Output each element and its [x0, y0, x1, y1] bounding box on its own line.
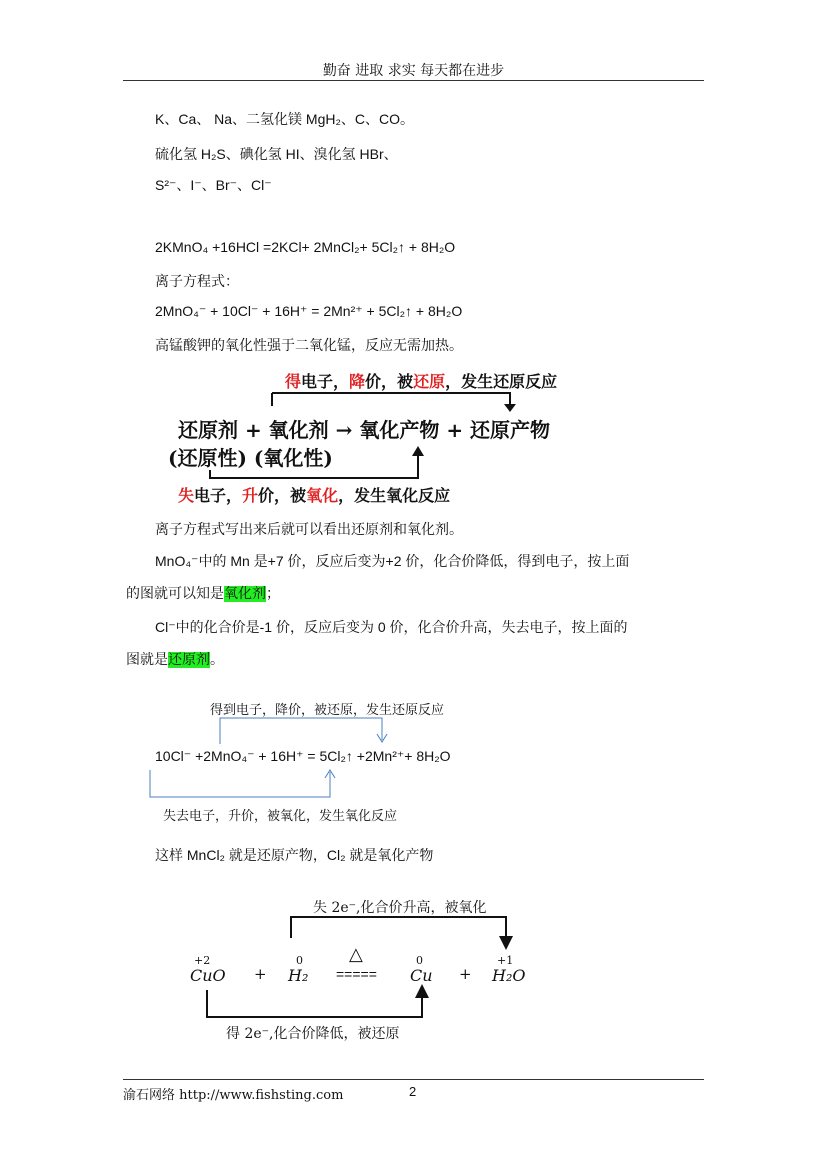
diagram2-equation: 10Cl⁻ +2MnO₄⁻ + 16H⁺ = 5Cl₂↑ +2Mn²⁺+ 8H₂O	[155, 748, 451, 764]
diagram1-top-label: 得电子，降价，被还原，发生还原反应	[285, 372, 558, 391]
h2-valence: 0	[296, 954, 303, 967]
diagram1-main-row: 还原剂 + 氧化剂 → 氧化产物 + 还原产物	[178, 418, 551, 442]
highlight-oxidizer: 氧化剂	[224, 586, 266, 602]
plus-sign-1: +	[254, 965, 267, 983]
page-header: 勤奋 进取 求实 每天都在进步	[322, 63, 505, 79]
equals-sign: =====	[336, 966, 377, 982]
h2o-valence: +1	[497, 954, 514, 967]
heat-symbol: △	[349, 944, 363, 965]
plus-sign-2: +	[459, 965, 472, 983]
diagram3-top-label: 失 2e⁻,化合价升高，被氧化	[313, 900, 487, 916]
footer-rule	[123, 1079, 704, 1080]
text-line-1: K、Ca、 Na、二氢化镁 MgH₂、C、CO。	[155, 111, 415, 127]
equation-kmno4-hcl: 2KMnO₄ +16HCl =2KCl+ 2MnCl₂+ 5Cl₂↑ + 8H₂O	[155, 239, 456, 255]
cu-valence: 0	[416, 954, 423, 967]
text-line-9b: 的图就可以知是氧化剂；	[126, 586, 280, 602]
page-number: 2	[409, 1084, 417, 1099]
text-line-11: 这样 MnCl₂ 就是还原产物，Cl₂ 就是氧化产物	[155, 847, 434, 863]
text-line-10a: Cl⁻中的化合价是-1 价，反应后变为 0 价，化合价升高，失去电子，按上面的	[155, 619, 628, 635]
text-line-3: S²⁻、I⁻、Br⁻、Cl⁻	[155, 177, 272, 193]
diagram1-sub-row: (还原性) (氧化性)	[168, 446, 333, 470]
text-line-10b: 图就是还原剂。	[126, 652, 224, 668]
cu-formula: Cu	[410, 966, 433, 985]
diagram1-bottom-label: 失电子，升价，被氧化，发生氧化反应	[178, 486, 451, 505]
text-line-9a: MnO₄⁻中的 Mn 是+7 价，反应后变为+2 价，化合价降低，得到电子，按上面	[155, 553, 630, 569]
cuo-valence: +2	[194, 954, 211, 967]
highlight-reducer: 还原剂	[168, 652, 210, 668]
text-line-2: 硫化氢 H₂S、碘化氢 HI、溴化氢 HBr、	[155, 146, 398, 162]
cuo-formula: CuO	[190, 966, 226, 985]
h2o-formula: H₂O	[492, 966, 526, 985]
h2-formula: H₂	[288, 966, 309, 985]
diagram2-bottom-label: 失去电子，升价，被氧化，发生氧化反应	[163, 809, 398, 824]
diagram3-bottom-label: 得 2e⁻,化合价降低，被还原	[226, 1026, 400, 1042]
text-line-8: 离子方程式写出来后就可以看出还原剂和氧化剂。	[155, 522, 463, 538]
diagram2-top-label: 得到电子，降价，被还原，发生还原反应	[210, 703, 445, 718]
equation-ionic: 2MnO₄⁻ + 10Cl⁻ + 16H⁺ = 2Mn²⁺ + 5Cl₂↑ + 8H₂O	[155, 303, 463, 319]
text-line-ionic-label: 离子方程式：	[155, 274, 239, 290]
text-line-7: 高锰酸钾的氧化性强于二氧化锰，反应无需加热。	[155, 338, 463, 354]
footer-site: 渝石网络 http://www.fishsting.com	[123, 1088, 344, 1103]
